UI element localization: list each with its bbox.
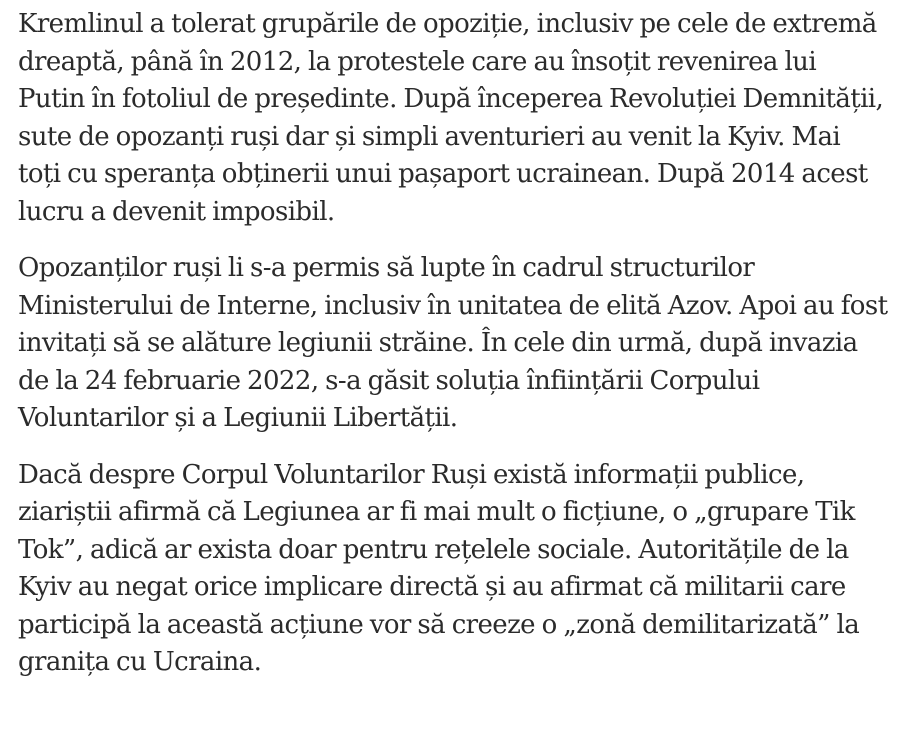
paragraph-2: Opozanților ruși li s-a permis să lupte în cadrul structurilor Ministerului de Interne, inclusiv în unitatea de elită Azov. Apoi au fost invitați să se alăture legiunii străine. În cele din urmă, după invazia de la 24 februarie 2022, s-a găsit soluția înființării Corpului Voluntarilor și a Legiunii Libertății. bbox=[18, 253, 888, 433]
paragraph-3: Dacă despre Corpul Voluntarilor Ruși există informații publice, ziariștii afirmă că Legiunea ar fi mai mult o ficțiune, o „grupare Tik Tok”, adică ar exista doar pentru rețelele sociale. Autoritățile de la Kyiv au negat orice implicare directă și au afirmat că militarii care participă la această acțiune vor să creeze o „zonă demilitarizată” la granița cu Ucraina. bbox=[18, 459, 860, 677]
paragraph-1: Kremlinul a tolerat grupările de opoziție, inclusiv pe cele de extremă dreaptă, până în 2012, la protestele care au însoțit revenirea lui Putin în fotoliul de președinte. După începerea Revoluției Demnității, sute de opozanți ruși dar și simpli aventurieri au venit la Kyiv. Mai toți cu speranța obținerii unui pașaport ucrainean. După 2014 acest lucru a devenit imposibil. bbox=[18, 9, 884, 227]
